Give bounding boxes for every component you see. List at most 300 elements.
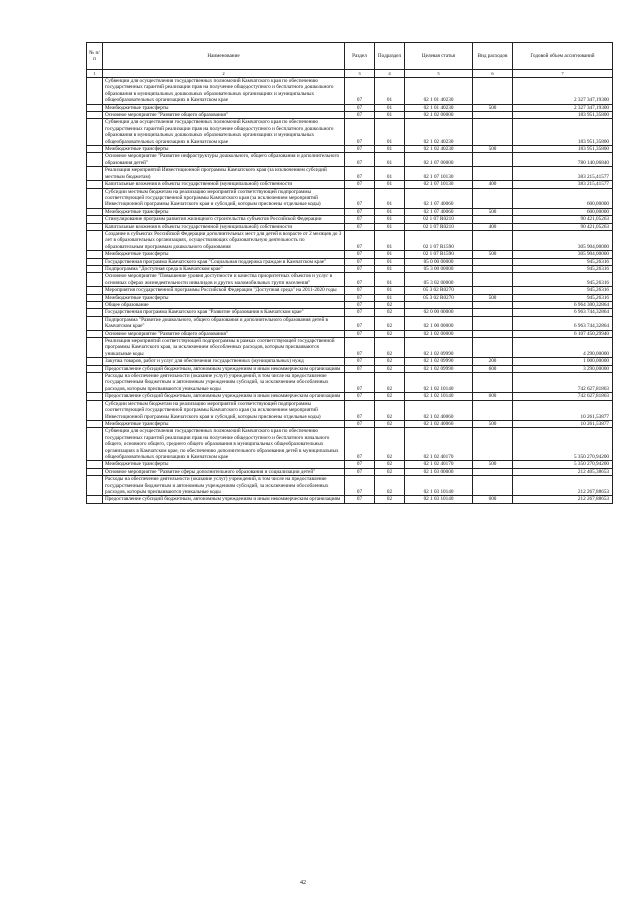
row-amount-cell: 1 000,00000 <box>513 358 613 365</box>
row-section-cell: 07 <box>345 251 375 258</box>
row-name-cell: Предоставление субсидий бюджетным, автономным учреждениям и иным некоммерческим организациям <box>103 393 345 400</box>
row-subsection-cell: 01 <box>375 287 405 294</box>
row-name-cell: Межбюджетные трансферты <box>103 420 345 427</box>
row-amount-cell: 212 405,38653 <box>513 468 613 475</box>
row-target-article-cell: 02 1 02 00000 <box>405 112 473 119</box>
row-subsection-cell: 02 <box>375 302 405 309</box>
table-row <box>87 258 613 265</box>
table-row <box>87 373 613 393</box>
row-subsection-cell: 02 <box>375 428 405 461</box>
row-expense-type-cell: 400 <box>473 223 513 230</box>
row-expense-type-cell <box>473 373 513 393</box>
row-target-article-cell: 02 1 03 10140 <box>405 476 473 496</box>
row-amount-cell: 2 327 347,19300 <box>513 78 613 105</box>
row-number-cell <box>87 358 103 365</box>
row-expense-type-cell <box>473 273 513 287</box>
row-section-cell: 07 <box>345 258 375 265</box>
column-number: 3 <box>345 70 375 78</box>
row-expense-type-cell <box>473 188 513 208</box>
row-section-cell: 07 <box>345 265 375 272</box>
row-number-cell <box>87 309 103 316</box>
table-row <box>87 316 613 330</box>
row-target-article-cell: 02 1 01 40230 <box>405 78 473 105</box>
table-row <box>87 265 613 272</box>
row-amount-cell: 6 107 450,29940 <box>513 330 613 337</box>
row-number-cell <box>87 208 103 215</box>
row-section-cell: 07 <box>345 230 375 250</box>
row-name-cell: Основное мероприятие "Развитие сферы дополнительного образования и социализации детей" <box>103 468 345 475</box>
row-amount-cell: 945,26316 <box>513 294 613 301</box>
row-target-article-cell: 02 1 00 00000 <box>405 316 473 330</box>
row-section-cell: 07 <box>345 273 375 287</box>
row-number-cell <box>87 153 103 167</box>
row-number-cell <box>87 265 103 272</box>
row-target-article-cell: 05 3 00 00000 <box>405 265 473 272</box>
row-name-cell: Предоставление субсидий бюджетным, автономным учреждениям и иным некоммерческим организациям <box>103 496 345 503</box>
row-expense-type-cell <box>473 78 513 105</box>
row-target-article-cell: 02 1 02 00000 <box>405 330 473 337</box>
row-expense-type-cell <box>473 400 513 420</box>
row-name-cell: Субсидии местным бюджетам на реализацию мероприятий соответствующей подпрограммы соответствующей государственной программы Камчатского края (за исключением мероприятий Инвестиционной программы Камчатского края и субсидий, которым присвоены отдельные коды) <box>103 188 345 208</box>
row-section-cell: 07 <box>345 330 375 337</box>
row-section-cell: 07 <box>345 358 375 365</box>
row-expense-type-cell <box>473 287 513 294</box>
row-expense-type-cell <box>473 265 513 272</box>
row-section-cell: 07 <box>345 468 375 475</box>
row-subsection-cell: 01 <box>375 104 405 111</box>
row-expense-type-cell <box>473 316 513 330</box>
row-subsection-cell: 01 <box>375 216 405 223</box>
row-target-article-cell: 02 1 07 R1590 <box>405 251 473 258</box>
row-subsection-cell: 01 <box>375 223 405 230</box>
row-subsection-cell: 01 <box>375 258 405 265</box>
table-row <box>87 468 613 475</box>
row-subsection-cell: 02 <box>375 338 405 358</box>
table-row <box>87 461 613 468</box>
row-amount-cell: 383 215,41577 <box>513 181 613 188</box>
row-number-cell <box>87 428 103 461</box>
row-name-cell: Межбюджетные трансферты <box>103 461 345 468</box>
table-header-row <box>87 43 613 70</box>
row-amount-cell: 90 421,05263 <box>513 216 613 223</box>
row-expense-type-cell <box>473 112 513 119</box>
header-annual-amount: Годовой объем ассигнований <box>513 43 613 70</box>
row-amount-cell: 945,26316 <box>513 287 613 294</box>
row-name-cell: Мероприятия государственной программы Российской Федерации "Доступная среда" на 2011-2020 годы <box>103 287 345 294</box>
row-name-cell: Подпрограмма "Развитие дошкольного, общего образования и дополнительного образования детей в Камчатском крае" <box>103 316 345 330</box>
row-number-cell <box>87 223 103 230</box>
page-number: 42 <box>300 880 306 886</box>
row-number-cell <box>87 181 103 188</box>
row-section-cell: 07 <box>345 119 375 146</box>
row-target-article-cell: 02 1 02 40230 <box>405 146 473 153</box>
row-name-cell: Межбюджетные трансферты <box>103 251 345 258</box>
table-row <box>87 223 613 230</box>
table-row <box>87 104 613 111</box>
header-subsection: Подраздел <box>375 43 405 70</box>
row-subsection-cell: 02 <box>375 476 405 496</box>
row-amount-cell: 600,00000 <box>513 188 613 208</box>
header-target-article: Целевая статья <box>405 43 473 70</box>
row-name-cell: Субвенции для осуществления государственных полномочий Камчатского края по обеспечению государственных гарантий реализации прав на получение общедоступного и бесплатного начального общего, основного общего, среднего общего образования в муниципальных общеобразовательных организациях в Камчатском крае, по обеспечению дополнительного образования детей в муниципальных общеобразовательных организациях в Камчатском крае <box>103 428 345 461</box>
row-name-cell: Межбюджетные трансферты <box>103 208 345 215</box>
row-expense-type-cell <box>473 309 513 316</box>
row-name-cell: Расходы на обеспечение деятельности (оказание услуг) учреждений, в том числе на предоставление государственным бюджетным и автономным учреждениям субсидий, за исключением обособленных расходов, которым присваиваются уникальные коды <box>103 373 345 393</box>
row-expense-type-cell: 500 <box>473 251 513 258</box>
row-number-cell <box>87 287 103 294</box>
row-target-article-cell: 02 1 07 10130 <box>405 167 473 181</box>
row-section-cell: 07 <box>345 338 375 358</box>
row-expense-type-cell: 500 <box>473 208 513 215</box>
row-amount-cell: 600,00000 <box>513 208 613 215</box>
row-section-cell: 07 <box>345 365 375 372</box>
row-expense-type-cell: 500 <box>473 146 513 153</box>
row-subsection-cell: 01 <box>375 208 405 215</box>
row-expense-type-cell <box>473 216 513 223</box>
row-target-article-cell: 02 1 02 40170 <box>405 461 473 468</box>
row-amount-cell: 305 904,00000 <box>513 230 613 250</box>
table-row <box>87 309 613 316</box>
row-target-article-cell: 02 0 00 00000 <box>405 309 473 316</box>
row-subsection-cell: 01 <box>375 188 405 208</box>
row-amount-cell: 10 261,53877 <box>513 400 613 420</box>
column-number: 6 <box>473 70 513 78</box>
row-subsection-cell: 02 <box>375 373 405 393</box>
row-name-cell: Субвенции для осуществления государственных полномочий Камчатского края по обеспечению государственных гарантий реализации прав на получение общедоступного и бесплатного дошкольного образования в муниципальных дошкольных образовательных организациях и муниципальных общеобразовательных организациях в Камчатском крае <box>103 78 345 105</box>
row-subsection-cell: 02 <box>375 461 405 468</box>
row-amount-cell: 6 963 744,32864 <box>513 316 613 330</box>
row-number-cell <box>87 112 103 119</box>
row-target-article-cell: 02 1 07 R0210 <box>405 223 473 230</box>
table-row <box>87 476 613 496</box>
row-section-cell: 07 <box>345 208 375 215</box>
row-target-article-cell: 02 1 01 40230 <box>405 104 473 111</box>
row-number-cell <box>87 476 103 496</box>
row-number-cell <box>87 302 103 309</box>
column-number: 5 <box>405 70 473 78</box>
table-row <box>87 400 613 420</box>
row-number-cell <box>87 316 103 330</box>
row-expense-type-cell: 500 <box>473 461 513 468</box>
row-target-article-cell: 02 1 02 09990 <box>405 338 473 358</box>
row-amount-cell: 742 627,81863 <box>513 373 613 393</box>
table-row <box>87 393 613 400</box>
row-section-cell: 07 <box>345 188 375 208</box>
row-subsection-cell: 02 <box>375 316 405 330</box>
row-subsection-cell: 02 <box>375 400 405 420</box>
table-row <box>87 230 613 250</box>
row-target-article-cell: 02 1 07 R0210 <box>405 216 473 223</box>
row-amount-cell: 5 350 270,94200 <box>513 461 613 468</box>
table-row <box>87 153 613 167</box>
row-amount-cell: 945,26316 <box>513 273 613 287</box>
row-amount-cell: 212 267,88653 <box>513 496 613 503</box>
header-number: № п/п <box>87 43 103 70</box>
table-row <box>87 496 613 503</box>
row-section-cell: 07 <box>345 153 375 167</box>
budget-table <box>86 42 613 504</box>
budget-table-sheet <box>86 42 612 504</box>
row-target-article-cell: 05 3 02 00000 <box>405 273 473 287</box>
row-name-cell: Стимулирование программ развития жилищного строительства субъектов Российской Федерации <box>103 216 345 223</box>
row-amount-cell: 2 327 347,19300 <box>513 104 613 111</box>
row-subsection-cell: 01 <box>375 230 405 250</box>
row-target-article-cell: 02 1 02 10140 <box>405 393 473 400</box>
row-name-cell: Государственная программа Камчатского края "Социальная поддержка граждан в Камчатском крае" <box>103 258 345 265</box>
row-subsection-cell: 02 <box>375 496 405 503</box>
row-number-cell <box>87 188 103 208</box>
row-amount-cell: 6 963 744,32864 <box>513 309 613 316</box>
table-row <box>87 208 613 215</box>
row-target-article-cell: 05 0 00 00000 <box>405 258 473 265</box>
table-row <box>87 330 613 337</box>
row-amount-cell: 945,26316 <box>513 258 613 265</box>
row-target-article-cell: 02 1 02 09990 <box>405 365 473 372</box>
row-expense-type-cell: 200 <box>473 358 513 365</box>
row-subsection-cell: 01 <box>375 78 405 105</box>
row-subsection-cell: 02 <box>375 393 405 400</box>
row-target-article-cell: 02 1 02 09990 <box>405 358 473 365</box>
row-section-cell: 07 <box>345 309 375 316</box>
header-name: Наименование <box>103 43 345 70</box>
table-row <box>87 302 613 309</box>
row-name-cell: Закупка товаров, работ и услуг для обеспечения государственных (муниципальных) нужд <box>103 358 345 365</box>
row-subsection-cell: 01 <box>375 251 405 258</box>
row-subsection-cell: 01 <box>375 294 405 301</box>
row-subsection-cell: 02 <box>375 309 405 316</box>
row-target-article-cell: 02 1 07 40060 <box>405 208 473 215</box>
row-name-cell: Предоставление субсидий бюджетным, автономным учреждениям и иным некоммерческим организациям <box>103 365 345 372</box>
row-name-cell: Субвенции для осуществления государственных полномочий Камчатского края по обеспечению государственных гарантий реализации прав на получение общедоступного и бесплатного дошкольного образования в муниципальных дошкольных образовательных организациях и муниципальных общеобразовательных организациях в Камчатском крае <box>103 119 345 146</box>
row-subsection-cell: 02 <box>375 468 405 475</box>
row-name-cell: Межбюджетные трансферты <box>103 146 345 153</box>
row-number-cell <box>87 146 103 153</box>
row-name-cell: Субсидии местным бюджетам на реализацию мероприятий соответствующей подпрограммы соответствующей государственной программы Камчатского края (за исключением мероприятий Инвестиционной программы Камчатского края и субсидий, которым присвоены отдельные коды) <box>103 400 345 420</box>
row-target-article-cell: 05 3 02 R0270 <box>405 287 473 294</box>
row-subsection-cell: 01 <box>375 167 405 181</box>
row-section-cell: 07 <box>345 420 375 427</box>
row-subsection-cell: 01 <box>375 273 405 287</box>
row-name-cell: Подпрограмма "Доступная среда в Камчатском крае" <box>103 265 345 272</box>
row-expense-type-cell: 600 <box>473 496 513 503</box>
row-expense-type-cell <box>473 167 513 181</box>
column-number-row <box>87 70 613 78</box>
row-number-cell <box>87 78 103 105</box>
row-number-cell <box>87 373 103 393</box>
row-target-article-cell: 02 1 07 00000 <box>405 153 473 167</box>
table-row <box>87 358 613 365</box>
row-target-article-cell: 02 1 07 10130 <box>405 181 473 188</box>
row-name-cell: Реализация мероприятий Инвестиционной программы Камчатского края (за исключением субсидий местным бюджетам) <box>103 167 345 181</box>
column-number: 4 <box>375 70 405 78</box>
row-section-cell: 07 <box>345 78 375 105</box>
row-target-article-cell: 02 1 02 10140 <box>405 373 473 393</box>
row-number-cell <box>87 338 103 358</box>
row-expense-type-cell <box>473 330 513 337</box>
row-section-cell: 07 <box>345 373 375 393</box>
row-number-cell <box>87 496 103 503</box>
row-name-cell: Межбюджетные трансферты <box>103 104 345 111</box>
row-section-cell: 07 <box>345 496 375 503</box>
table-row <box>87 78 613 105</box>
header-section: Раздел <box>345 43 375 70</box>
row-expense-type-cell <box>473 476 513 496</box>
row-section-cell: 07 <box>345 167 375 181</box>
row-number-cell <box>87 468 103 475</box>
row-subsection-cell: 01 <box>375 265 405 272</box>
row-expense-type-cell <box>473 230 513 250</box>
row-amount-cell: 212 267,88653 <box>513 476 613 496</box>
column-number: 2 <box>103 70 345 78</box>
table-row <box>87 181 613 188</box>
row-section-cell: 07 <box>345 428 375 461</box>
row-section-cell: 07 <box>345 181 375 188</box>
row-section-cell: 07 <box>345 223 375 230</box>
row-subsection-cell: 01 <box>375 146 405 153</box>
row-number-cell <box>87 167 103 181</box>
table-row <box>87 146 613 153</box>
row-target-article-cell: 02 1 03 10140 <box>405 496 473 503</box>
row-name-cell: Реализация мероприятий соответствующей подпрограммы в рамках соответствующей государственной программы Камчатского края, за исключением обособленных расходов, которым присваиваются уникальные коды <box>103 338 345 358</box>
row-amount-cell: 742 627,81863 <box>513 393 613 400</box>
row-expense-type-cell: 500 <box>473 104 513 111</box>
row-number-cell <box>87 393 103 400</box>
row-number-cell <box>87 330 103 337</box>
row-subsection-cell: 02 <box>375 365 405 372</box>
row-amount-cell: 945,26316 <box>513 265 613 272</box>
row-expense-type-cell: 600 <box>473 365 513 372</box>
row-amount-cell: 780 140,06840 <box>513 153 613 167</box>
row-number-cell <box>87 258 103 265</box>
row-subsection-cell: 01 <box>375 119 405 146</box>
row-amount-cell: 6 964 300,32864 <box>513 302 613 309</box>
row-section-cell: 07 <box>345 287 375 294</box>
table-row <box>87 112 613 119</box>
row-name-cell: Основное мероприятие "Развитие общего образования" <box>103 330 345 337</box>
row-section-cell: 07 <box>345 216 375 223</box>
table-row <box>87 365 613 372</box>
row-expense-type-cell <box>473 153 513 167</box>
row-expense-type-cell: 600 <box>473 393 513 400</box>
row-amount-cell: 305 904,00000 <box>513 251 613 258</box>
row-amount-cell: 5 350 270,94200 <box>513 428 613 461</box>
table-row <box>87 338 613 358</box>
table-row <box>87 273 613 287</box>
row-name-cell: Межбюджетные трансферты <box>103 294 345 301</box>
row-target-article-cell: 02 1 02 40170 <box>405 428 473 461</box>
row-amount-cell: 383 215,41577 <box>513 167 613 181</box>
row-expense-type-cell: 500 <box>473 420 513 427</box>
table-row <box>87 216 613 223</box>
row-section-cell: 07 <box>345 476 375 496</box>
row-name-cell: Основное мероприятие "Развитие инфраструктуры дошкольного, общего образования и дополнительного образования детей" <box>103 153 345 167</box>
row-amount-cell: 3 290,00000 <box>513 365 613 372</box>
row-target-article-cell: 02 1 02 40060 <box>405 420 473 427</box>
table-row <box>87 119 613 146</box>
row-target-article-cell: 02 1 07 R1590 <box>405 230 473 250</box>
table-row <box>87 188 613 208</box>
row-amount-cell: 183 951,35800 <box>513 119 613 146</box>
row-section-cell: 07 <box>345 400 375 420</box>
row-number-cell <box>87 400 103 420</box>
row-expense-type-cell <box>473 468 513 475</box>
row-subsection-cell: 01 <box>375 181 405 188</box>
row-amount-cell: 183 951,35800 <box>513 146 613 153</box>
row-section-cell: 07 <box>345 316 375 330</box>
row-number-cell <box>87 273 103 287</box>
row-name-cell: Расходы на обеспечение деятельности (оказание услуг) учреждений, в том числе на предоставление государственным бюджетным и автономным учреждениям субсидий, за исключением обособленных расходов, которым присваиваются уникальные коды <box>103 476 345 496</box>
table-row <box>87 167 613 181</box>
table-row <box>87 287 613 294</box>
row-name-cell: Капитальные вложения в объекты государственной (муниципальной) собственности <box>103 181 345 188</box>
row-amount-cell: 10 261,53877 <box>513 420 613 427</box>
row-section-cell: 07 <box>345 112 375 119</box>
row-section-cell: 07 <box>345 461 375 468</box>
row-target-article-cell <box>405 302 473 309</box>
row-number-cell <box>87 216 103 223</box>
row-section-cell: 07 <box>345 104 375 111</box>
column-number: 1 <box>87 70 103 78</box>
row-amount-cell: 183 951,35800 <box>513 112 613 119</box>
header-expense-type: Вид расходов <box>473 43 513 70</box>
row-expense-type-cell: 400 <box>473 181 513 188</box>
row-number-cell <box>87 119 103 146</box>
row-target-article-cell: 02 1 03 00000 <box>405 468 473 475</box>
column-number: 7 <box>513 70 613 78</box>
row-name-cell: Основное мероприятие "Развитие общего образования" <box>103 112 345 119</box>
row-name-cell: Капитальные вложения в объекты государственной (муниципальной) собственности <box>103 223 345 230</box>
row-target-article-cell: 02 1 07 40060 <box>405 188 473 208</box>
row-name-cell: Создание в субъектах Российской Федерации дополнительных мест для детей в возрасте от 2 месяцев до 3 лет в образовательных организациях, осуществляющих образовательную деятельность по образовательным программам дошкольного образования <box>103 230 345 250</box>
row-number-cell <box>87 365 103 372</box>
row-number-cell <box>87 230 103 250</box>
row-amount-cell: 4 290,00000 <box>513 338 613 358</box>
table-row <box>87 428 613 461</box>
row-number-cell <box>87 420 103 427</box>
row-section-cell: 07 <box>345 294 375 301</box>
table-row <box>87 251 613 258</box>
row-name-cell: Общее образование <box>103 302 345 309</box>
row-expense-type-cell <box>473 258 513 265</box>
row-target-article-cell: 05 3 02 R0270 <box>405 294 473 301</box>
row-expense-type-cell <box>473 428 513 461</box>
row-number-cell <box>87 251 103 258</box>
row-target-article-cell: 02 1 02 40230 <box>405 119 473 146</box>
row-section-cell: 07 <box>345 146 375 153</box>
row-expense-type-cell <box>473 119 513 146</box>
row-subsection-cell: 01 <box>375 112 405 119</box>
row-section-cell: 07 <box>345 302 375 309</box>
table-row <box>87 420 613 427</box>
row-subsection-cell: 01 <box>375 153 405 167</box>
row-number-cell <box>87 461 103 468</box>
row-subsection-cell: 02 <box>375 358 405 365</box>
row-number-cell <box>87 104 103 111</box>
row-expense-type-cell <box>473 302 513 309</box>
table-body <box>87 78 613 504</box>
row-expense-type-cell: 500 <box>473 294 513 301</box>
row-subsection-cell: 02 <box>375 330 405 337</box>
row-number-cell <box>87 294 103 301</box>
row-target-article-cell: 02 1 02 40060 <box>405 400 473 420</box>
table-row <box>87 294 613 301</box>
row-amount-cell: 90 421,05263 <box>513 223 613 230</box>
row-expense-type-cell <box>473 338 513 358</box>
row-subsection-cell: 02 <box>375 420 405 427</box>
row-name-cell: Основное мероприятие "Повышение уровня доступности и качества приоритетных объектов и услуг в основных сферах жизнедеятельности инвалидов и других маломобильных групп населения" <box>103 273 345 287</box>
row-name-cell: Государственная программа Камчатского края "Развитие образования в Камчатском крае" <box>103 309 345 316</box>
row-section-cell: 07 <box>345 393 375 400</box>
